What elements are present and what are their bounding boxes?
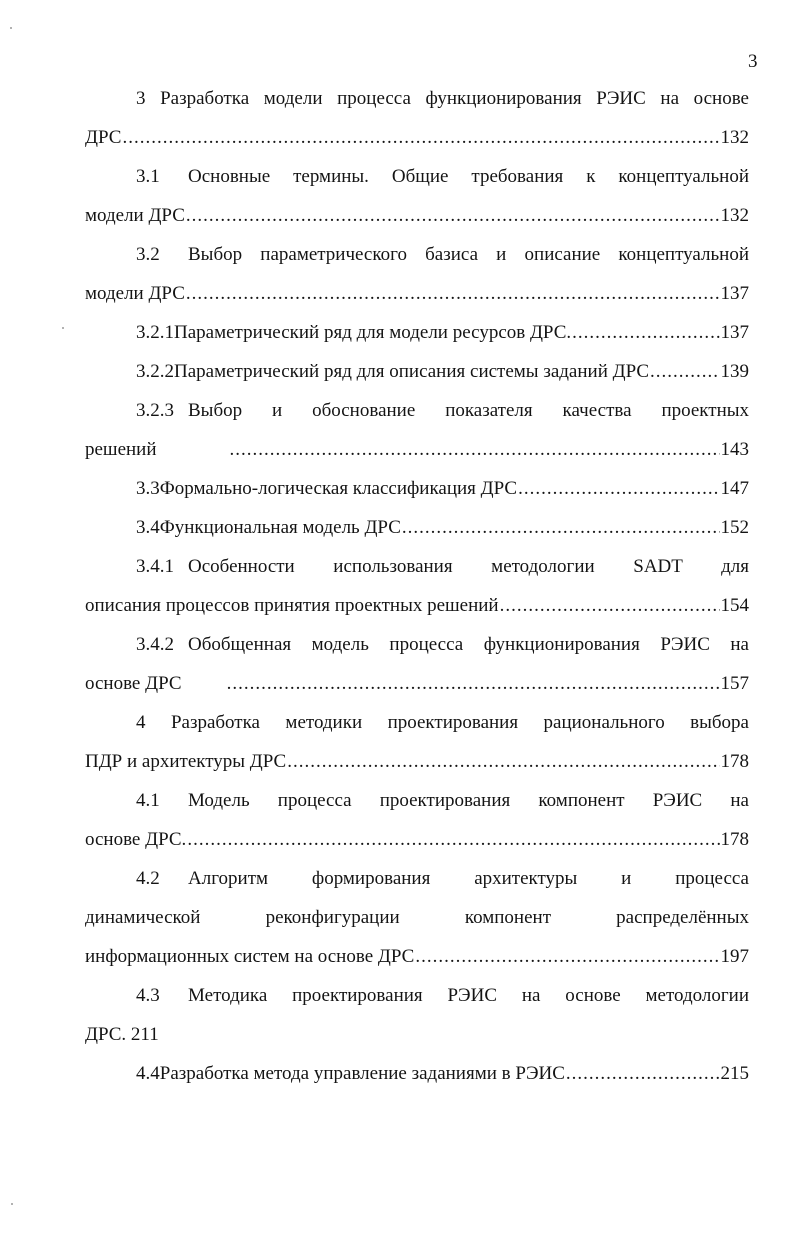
toc-entry-text: Основные термины. Общие требования к концептуальной [188, 166, 749, 187]
toc-entry-leader-line [85, 357, 749, 387]
dot-leader [518, 474, 719, 504]
toc-entry-leader-line [85, 123, 749, 153]
toc-section-number: 4.1 [136, 790, 160, 811]
toc-page-number: 132 [720, 127, 749, 148]
toc-entry-first-line [85, 552, 749, 582]
scan-speck [62, 327, 64, 329]
toc-entry-text: Обобщенная модель процесса функционирования РЭИС на [188, 634, 749, 655]
toc-section-number: 3.1 [136, 166, 160, 187]
toc-entry-text: ДРС [85, 127, 122, 148]
toc-page-number: 197 [720, 946, 749, 967]
dot-leader [287, 747, 719, 777]
toc-entry-leader-line [85, 513, 749, 543]
toc-entry-text: ДРС. 211 [85, 1024, 159, 1045]
toc-entry-text: основе ДРС. [85, 829, 187, 850]
toc-section-number: 3.2 [136, 244, 160, 265]
toc-page-number: 178 [720, 829, 749, 850]
toc-entry-text: основе ДРС [85, 673, 182, 694]
toc-entry-leader-line [85, 669, 749, 699]
toc-section-number: 4.2 [136, 868, 160, 889]
toc-page-number: 137 [720, 283, 749, 304]
toc-entry-leader-line [85, 435, 749, 465]
toc-section-number: 3.4.1 [136, 556, 174, 577]
toc-entry-text: Функциональная модель ДРС [159, 517, 401, 538]
toc-entry-leader-line [85, 942, 749, 972]
dot-leader [572, 318, 719, 348]
toc-page-number: 143 [720, 439, 749, 460]
toc-page-number: 132 [720, 205, 749, 226]
toc-page-number: 139 [720, 361, 749, 382]
dot-leader [122, 123, 719, 153]
toc-entry-text: модели ДРС [85, 205, 185, 226]
toc-entry-leader-line [85, 474, 749, 504]
toc-entry-first-line [85, 786, 749, 816]
toc-entry-text: ПДР и архитектуры ДРС [85, 751, 287, 772]
toc-entry-first-line [85, 981, 749, 1011]
toc-entry-leader-line [85, 591, 749, 621]
toc-section-number: 3.2.3 [136, 400, 174, 421]
toc-entry-text: Выбор параметрического базиса и описание концептуальной [188, 244, 749, 265]
toc-entry-text: Модель процесса проектирования компонент РЭИС на [188, 790, 749, 811]
toc-entry-text: динамической реконфигурации компонент распределённых [85, 907, 749, 928]
toc-section-number: 3.2.2 [136, 361, 174, 382]
toc-entry-leader-line [85, 201, 749, 231]
toc-page-number: 152 [720, 517, 749, 538]
toc-entry-leader-line [85, 747, 749, 777]
dot-leader [566, 1059, 720, 1089]
dot-leader [650, 357, 719, 387]
toc-entry-leader-line [85, 825, 749, 855]
toc-section-number: 3.4.2 [136, 634, 174, 655]
dot-leader [500, 591, 720, 621]
dot-leader [187, 825, 719, 855]
toc-entry-leader-line [85, 279, 749, 309]
toc-entry-first-line [85, 162, 749, 192]
toc-entry-text: решений [85, 439, 157, 460]
toc-page-number: 157 [720, 673, 749, 694]
toc-section-number: 3.3 [136, 478, 160, 499]
toc-section-number: 4.3 [136, 985, 160, 1006]
toc-page-number: 154 [720, 595, 749, 616]
toc-entry-first-line [85, 630, 749, 660]
toc-entry-leader-line [85, 1059, 749, 1089]
toc-entry-leader-line [85, 318, 749, 348]
toc-entry-text: Формально-логическая классификация ДРС [159, 478, 518, 499]
toc-page-number: 147 [720, 478, 749, 499]
toc-section-number: 4.4 [136, 1063, 160, 1084]
toc-entry-text: Алгоритм формирования архитектуры и процесса [188, 868, 749, 889]
toc-section-number: 3.2.1 [136, 322, 174, 343]
scan-speck [10, 27, 12, 29]
scan-speck [11, 1203, 13, 1205]
toc-entry-text: 3 Разработка модели процесса функционирования РЭИС на основе [136, 88, 749, 109]
toc-page-number: 215 [720, 1063, 749, 1084]
toc-entry-text: Особенности использования методологии SADT для [188, 556, 749, 577]
toc-entry-text: информационных систем на основе ДРС [85, 946, 415, 967]
toc-entry-first-line [85, 240, 749, 270]
toc-entry-text: Параметрический ряд для модели ресурсов ДРС. [174, 322, 572, 343]
toc-entry-text: Разработка метода управление заданиями в РЭИС [159, 1063, 565, 1084]
toc-entry-text: 4 Разработка методики проектирования рационального выбора [136, 712, 749, 733]
toc-entry-first-line [85, 864, 749, 894]
toc-entry-text: Параметрический ряд для описания системы заданий ДРС [174, 361, 650, 382]
dot-leader [402, 513, 720, 543]
page-number: 3 [748, 51, 758, 72]
dot-leader [230, 435, 720, 465]
toc-entry-text: модели ДРС [85, 283, 185, 304]
dot-leader [186, 279, 720, 309]
toc-entry-first-line [85, 396, 749, 426]
dot-leader [415, 942, 719, 972]
toc-page-number: 178 [720, 751, 749, 772]
toc-entry-text: описания процессов принятия проектных решений [85, 595, 499, 616]
toc-entry-text: Методика проектирования РЭИС на основе методологии [188, 985, 749, 1006]
toc-section-number: 3.4 [136, 517, 160, 538]
toc-entry-text: Выбор и обоснование показателя качества проектных [188, 400, 749, 421]
dot-leader [227, 669, 720, 699]
dot-leader [186, 201, 720, 231]
toc-page-number: 137 [720, 322, 749, 343]
